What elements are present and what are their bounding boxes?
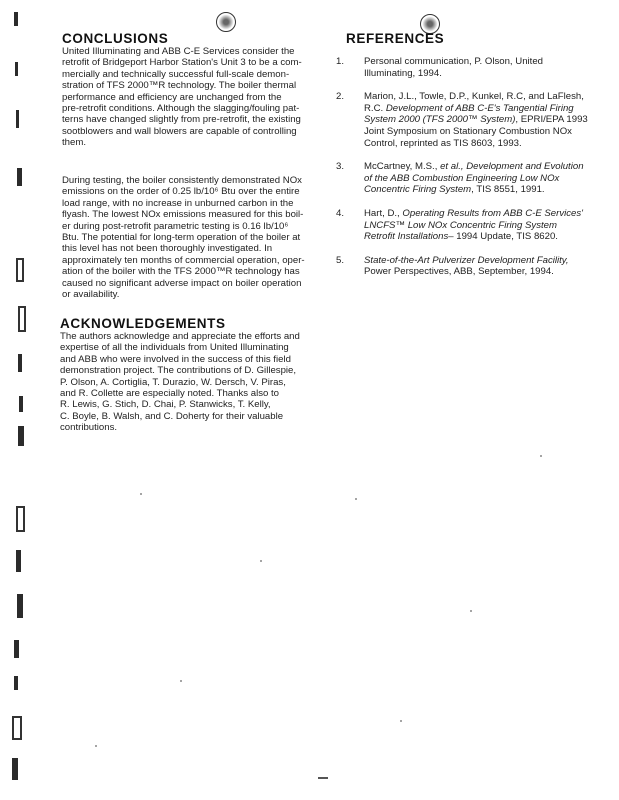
binding-hole-mark	[16, 506, 25, 532]
reference-title: LNCFS™ Low NOx Concentric Firing System	[364, 219, 557, 231]
reference-text: , TIS 8551, 1991.	[471, 184, 545, 196]
text-line: and ABB who were involved in the success of this field	[60, 353, 291, 365]
text-line: retrofit of Bridgeport Harbor Station's Unit 3 to be a com-	[62, 57, 302, 69]
reference-line	[364, 208, 606, 220]
binding-hole-mark	[18, 426, 24, 446]
reference-text: Personal communication, P. Olson, United	[364, 56, 543, 67]
reference-text: Power Perspectives, ABB, September, 1994.	[364, 266, 554, 278]
reference-title: Operating Results from ABB C-E Services'	[402, 207, 584, 219]
text-line: expertise of all the individuals from United Illuminating	[60, 342, 289, 354]
reference-line	[364, 138, 606, 150]
text-line: P. Olson, A. Cortiglia, T. Durazio, W. Dersch, V. Piras,	[60, 376, 286, 388]
text-line: flyash. The lowest NOx emissions measured for this boil-	[62, 209, 304, 221]
reference-line	[364, 231, 606, 243]
reference-item	[336, 255, 606, 278]
reference-number: 3.	[336, 161, 345, 173]
text-line: United Illuminating and ABB C-E Services consider the	[62, 46, 295, 57]
text-line: them.	[62, 137, 86, 149]
text-line: this level has not been thoroughly investigated. In	[62, 243, 273, 255]
scan-speck	[470, 610, 472, 612]
reference-title: et al., Development and Evolution	[440, 161, 584, 173]
reference-line	[364, 220, 606, 232]
conclusions-paragraph-1	[62, 46, 324, 149]
binding-hole-mark	[16, 110, 19, 128]
text-line: terns have changed slightly from pre-retrofit, the existing	[62, 114, 301, 126]
text-line: demonstration project. The contributions of D. Gillespie,	[60, 365, 297, 377]
references-heading: REFERENCES	[346, 31, 445, 46]
binding-hole-mark	[14, 12, 18, 26]
reference-title: State-of-the-Art Pulverizer Development Facility,	[364, 254, 569, 266]
reference-line	[364, 173, 606, 185]
text-line: emissions on the order of 0.25 lb/10⁶ Btu over the entire	[62, 186, 300, 198]
text-line: C. Boyle, B. Walsh, and C. Doherty for their valuable	[60, 410, 284, 422]
text-line: sootblowers and wall blowers are capable of controlling	[62, 125, 297, 137]
binding-hole-mark	[19, 396, 23, 412]
reference-number: 5.	[336, 254, 345, 266]
binding-hole-mark	[18, 354, 22, 372]
reference-line	[364, 161, 606, 173]
logo-stamp-icon	[216, 12, 236, 32]
scan-speck	[260, 560, 262, 562]
scan-speck	[400, 720, 402, 722]
reference-text: Control, reprinted as TIS 8603, 1993.	[364, 137, 522, 149]
reference-text: , EPRI/EPA 1993	[515, 114, 588, 126]
text-line: caused no significant adverse impact on boiler operation	[62, 277, 302, 289]
text-line: or availability.	[62, 289, 120, 301]
reference-line	[364, 68, 606, 80]
reference-item	[336, 161, 606, 196]
reference-title: Development of ABB C-E's Tangential Firing	[385, 102, 574, 114]
reference-text: Marion, J.L., Towle, D.P., Kunkel, R.C, and LaFlesh,	[364, 91, 584, 103]
text-line: and R. Collette are especially noted. Thanks also to	[60, 388, 280, 400]
reference-item	[336, 56, 606, 79]
reference-line	[364, 114, 606, 126]
reference-number: 4.	[336, 207, 345, 219]
binding-hole-mark	[15, 62, 18, 76]
text-line: stration of TFS 2000™R technology. The boiler thermal	[62, 80, 297, 92]
conclusions-heading: CONCLUSIONS	[62, 31, 169, 46]
page-mark	[318, 777, 328, 779]
binding-hole-mark	[17, 168, 22, 186]
text-line: During testing, the boiler consistently demonstrated NOx	[62, 175, 302, 186]
reference-title: Retrofit Installations	[364, 231, 449, 243]
text-line: pre-retrofit conditions. Although the slagging/fouling pat-	[62, 103, 300, 115]
text-line: performance and efficiency are unchanged from the	[62, 91, 282, 103]
reference-number: 2.	[336, 91, 345, 103]
scan-speck	[355, 498, 357, 500]
text-line: er during post-retrofit parametric testing is 0.16 lb/10⁶	[62, 220, 289, 232]
text-line: approximately ten months of commercial operation, oper-	[62, 254, 305, 266]
reference-title: of the ABB Combustion Engineering Low NOx	[364, 172, 560, 184]
reference-text: Illuminating, 1994.	[364, 67, 442, 79]
references-list	[336, 56, 606, 290]
binding-hole-mark	[17, 594, 23, 618]
binding-hole-mark	[16, 258, 24, 282]
scan-speck	[140, 493, 142, 495]
text-line: The authors acknowledge and appreciate the efforts and	[60, 331, 300, 342]
reference-line	[364, 56, 606, 68]
reference-title: System 2000 (TFS 2000™ System)	[364, 114, 516, 126]
acknowledgements-paragraph	[60, 331, 324, 434]
text-line: R. Lewis, G. Stich, D. Chai, P. Stanwicks, T. Kelly,	[60, 399, 271, 411]
reference-line	[364, 184, 606, 196]
text-line: Btu. The potential for long-term operation of the boiler at	[62, 232, 301, 244]
scan-speck	[180, 680, 182, 682]
scan-speck	[540, 455, 542, 457]
acknowledgements-heading: ACKNOWLEDGEMENTS	[60, 316, 226, 331]
reference-line	[364, 126, 606, 138]
reference-text: – 1994 Update, TIS 8620.	[448, 231, 558, 243]
reference-line	[364, 91, 606, 103]
reference-item	[336, 91, 606, 149]
reference-title: Concentric Firing System	[364, 184, 472, 196]
scan-speck	[95, 745, 97, 747]
text-line: mercially and technically successful full-scale demon-	[62, 68, 290, 80]
text-line: load range, with no increase in unburned carbon in the	[62, 197, 294, 209]
reference-text: McCartney, M.S.,	[364, 161, 441, 173]
binding-hole-mark	[14, 640, 19, 658]
reference-number: 1.	[336, 56, 345, 67]
reference-item	[336, 208, 606, 243]
binding-hole-mark	[16, 550, 21, 572]
reference-line	[364, 255, 606, 267]
reference-line	[364, 103, 606, 115]
binding-hole-mark	[12, 716, 22, 740]
binding-hole-mark	[12, 758, 18, 780]
reference-line	[364, 266, 606, 278]
text-line: contributions.	[60, 422, 118, 434]
conclusions-paragraph-2	[62, 175, 324, 300]
reference-text: R.C.	[364, 102, 386, 114]
reference-text: Hart, D.,	[364, 207, 403, 219]
binding-hole-mark	[18, 306, 26, 332]
reference-text: Joint Symposium on Stationary Combustion NOx	[364, 125, 572, 137]
text-line: ation of the boiler with the TFS 2000™R technology has	[62, 266, 300, 278]
binding-hole-mark	[14, 676, 18, 690]
